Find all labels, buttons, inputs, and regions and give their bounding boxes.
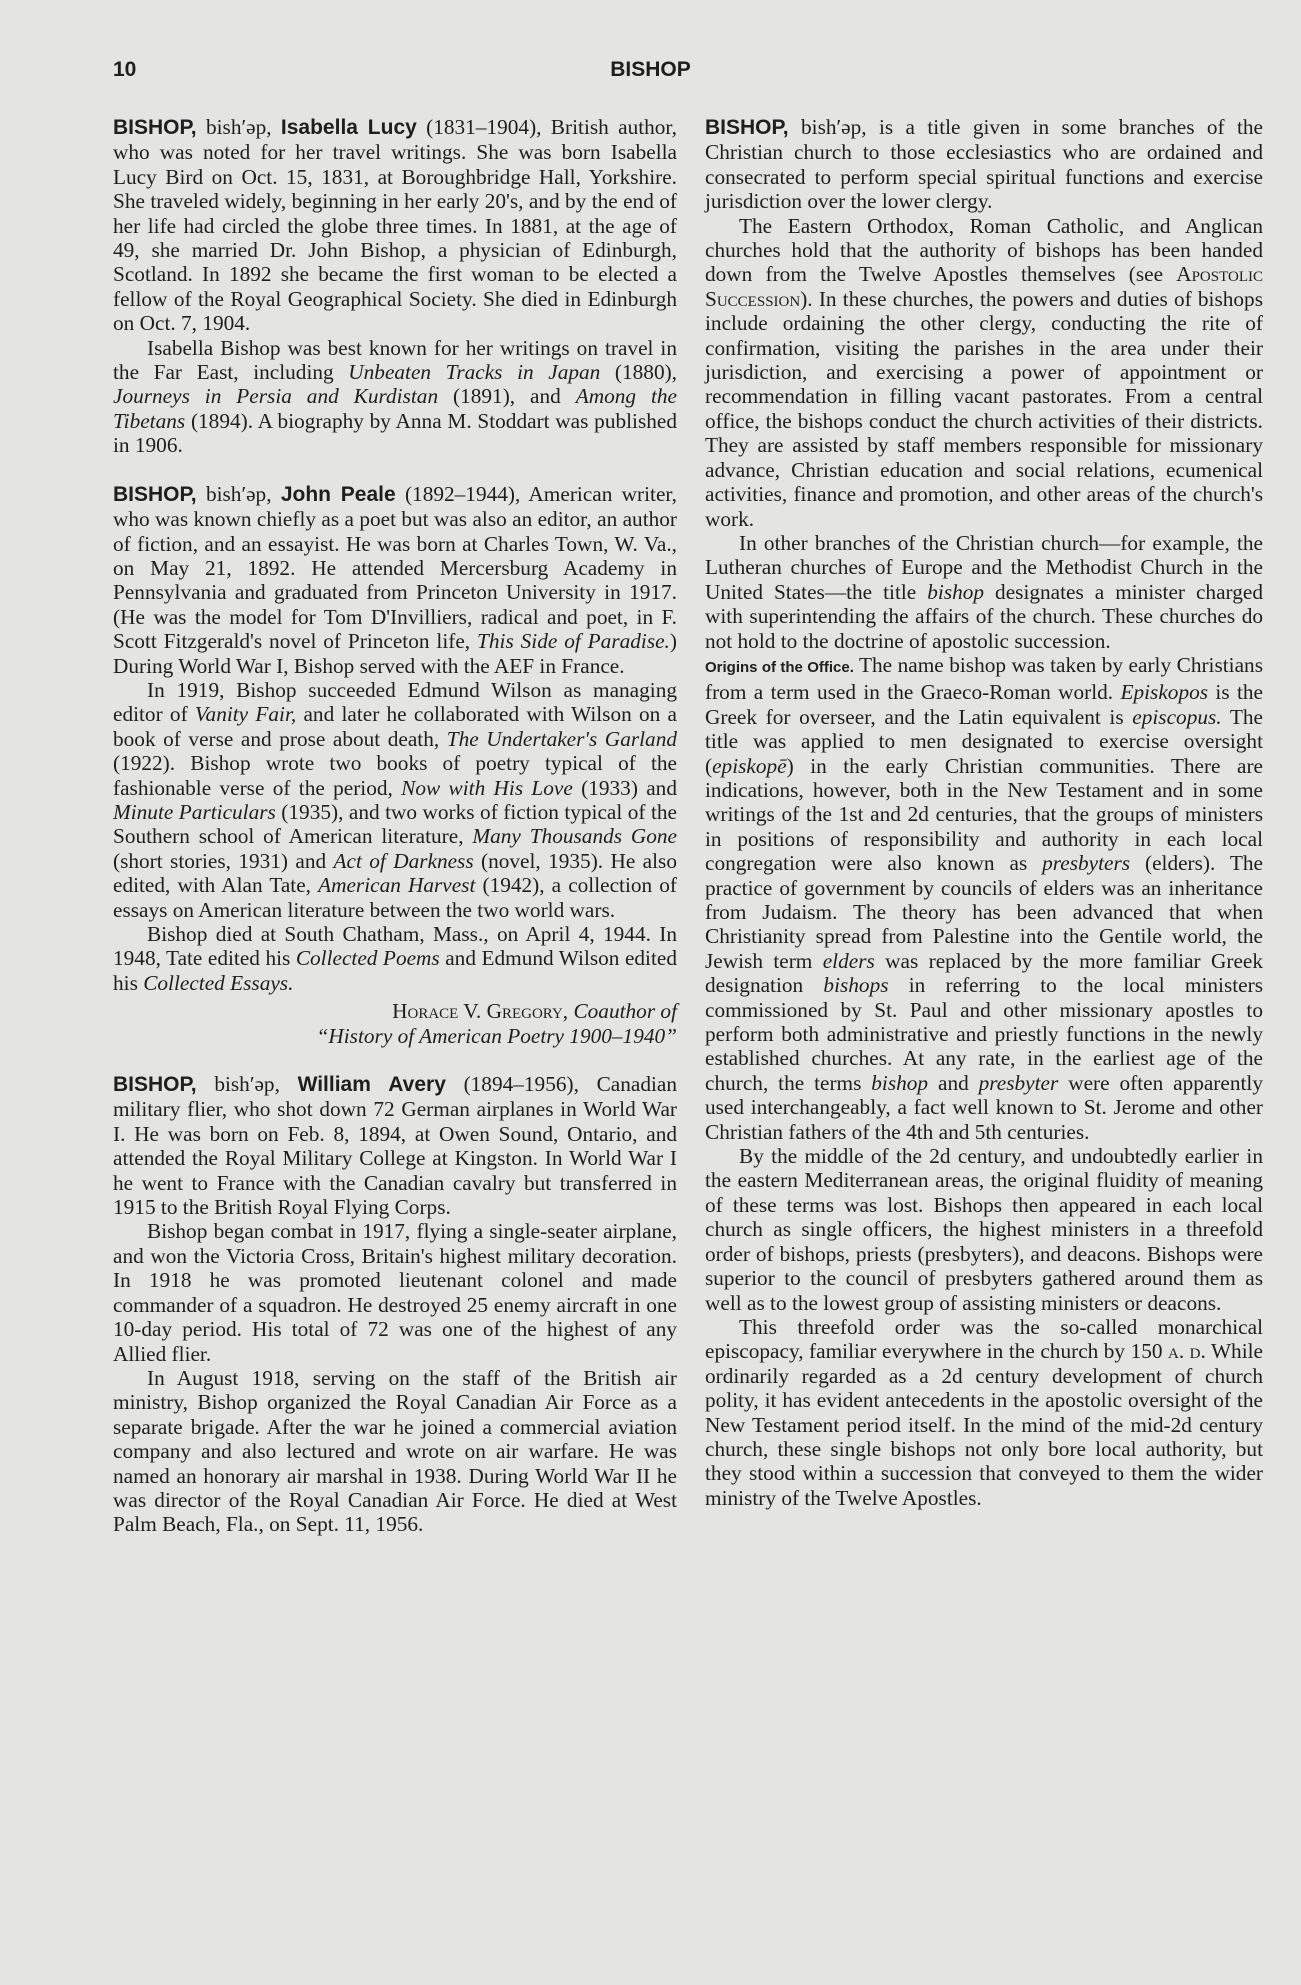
italic-text: Act of Darkness <box>333 848 474 873</box>
italic-text: Episkopos <box>1120 680 1209 705</box>
body-text: (1942), a collection of essays on American literature between the two world wars. <box>113 873 677 922</box>
body-text: (1933) and <box>572 775 677 800</box>
body-text: (1922). Bishop wrote two books of poetry typical of the fashionable verse of the period, <box>113 751 677 800</box>
entry-heading: John Peale <box>280 482 396 506</box>
italic-text: Many Thousands Gone <box>472 824 677 849</box>
body-text: in referring to the local ministers commissioned by St. Paul and other missionary apostles to perform both administrative and priestly functions in the newly established churches. At any rate, in the earliest age of the church, the terms <box>705 973 1263 1095</box>
body-text: ) During World War I, Bishop served with the AEF in France. <box>113 629 677 678</box>
entry-heading: BISHOP, <box>113 1073 197 1097</box>
italic-text: American Harvest <box>318 873 476 898</box>
paragraph <box>113 1366 677 1537</box>
paragraph <box>113 482 677 678</box>
small-caps-text: Horace V. Gregory, <box>392 999 569 1024</box>
italic-text: Collected Poems <box>295 946 440 971</box>
paragraph <box>705 1315 1263 1510</box>
italic-text: Journeys in Persia and Kurdistan <box>113 384 439 409</box>
subheading: Origins of the Office. <box>705 658 854 676</box>
italic-text: “History of American Poetry 1900–1940” <box>316 1023 677 1048</box>
right-column <box>705 115 1263 1510</box>
paragraph <box>113 336 677 458</box>
body-text: was replaced by the more familiar Greek designation <box>705 948 1263 998</box>
body-text: Bishop died at South Chatham, Mass., on April 4, 1944. In 1948, Tate edited his <box>113 922 677 971</box>
body-text: and later he collaborated with Wilson on a book of verse and prose about death, <box>113 702 677 751</box>
italic-text: Coauthor of <box>568 999 677 1024</box>
italic-text: bishop <box>927 579 985 604</box>
italic-text: Unbeaten Tracks in Japan <box>348 360 601 385</box>
body-text: In other branches of the Christian church—for example, the Lutheran churches of Europe and the Methodist Church in the United States—the title <box>705 530 1263 604</box>
body-text: The name bishop was taken by early Christians from a term used in the Graeco-Roman world. <box>705 652 1263 705</box>
italic-text: Minute Particulars <box>113 799 276 824</box>
body-text: (novel, 1935). He also edited, with Alan Tate, <box>113 848 677 898</box>
body-text: bish′əp, <box>196 481 281 506</box>
body-text: (1894). A biography by Anna M. Stoddart was published in 1906. <box>113 408 677 458</box>
body-text: In 1919, Bishop succeeded Edmund Wilson as managing editor of <box>113 677 677 727</box>
entry-heading: BISHOP, <box>113 116 197 139</box>
body-text: were often apparently used interchangeably, a fact well known to St. Jerome and other Christian fathers of the 4th and 5th centuries. <box>705 1070 1263 1144</box>
small-caps-text: Apostolic Succession <box>705 262 1263 311</box>
entry-heading: BISHOP, <box>705 116 789 139</box>
paragraph <box>113 922 677 995</box>
paragraph <box>113 1219 677 1365</box>
paragraph <box>113 678 677 922</box>
body-text: bish′əp, is a title given in some branches of the Christian church to those ecclesiastics who are ordained and consecrated to perform special spiritual functions and exercise jurisdiction over the lower clergy. <box>705 115 1263 214</box>
body-text: Isabella Bishop was best known for her writings on travel in the Far East, including <box>113 335 677 385</box>
italic-text: episkopē <box>712 753 787 778</box>
body-text: (1891), and <box>438 384 576 409</box>
italic-text: Now with His Love <box>401 775 573 800</box>
body-text: (1892–1944), American writer, who was known chiefly as a poet but was also an editor, an author of fiction, and an essayist. He was born at Charles Town, W. Va., on May 21, 1892. He attended Mercersburg Academy in Pennsylvania and graduated from Princeton University in 1917. (He was the model for Tom D'Invilliers, radical and poet, in F. Scott Fitzgerald's novel of Princeton life, <box>113 481 677 654</box>
body-text: bish′əp, <box>196 1072 298 1097</box>
body-text: (1894–1956), Canadian military flier, who shot down 72 German airplanes in World War I. He was born on Feb. 8, 1894, at Owen Sound, Ontario, and attended the Royal Military College at Kingston. In World War I he went to France with the Canadian cavalry but transferred in 1915 to the British Royal Flying Corps. <box>113 1072 678 1220</box>
paragraph <box>705 1144 1263 1315</box>
body-text: and Edmund Wilson edited his <box>113 946 677 995</box>
body-text: By the middle of the 2d century, and undoubtedly earlier in the eastern Mediterranean areas, the original fluidity of meaning of these terms was lost. Bishops then appeared in each local church as single officers, the highest ministers in a threefold order of bishops, priests (presbyters), and deacons. Bishops were superior to the council of presbyters gathered around them as well as to the lowest group of assisting ministers or deacons. <box>705 1144 1263 1315</box>
body-text: This threefold order was the so-called monarchical episcopacy, familiar everywhere in the church by 150 <box>705 1314 1263 1364</box>
italic-text: Collected Essays. <box>143 970 294 995</box>
page-number: 10 <box>113 58 137 81</box>
entry-heading: BISHOP, <box>113 482 197 506</box>
paragraph <box>705 115 1263 214</box>
entry-heading: Isabella Lucy <box>280 116 417 139</box>
italic-text: Vanity Fair, <box>194 702 297 727</box>
entry-heading: William Avery <box>297 1073 446 1097</box>
italic-text: This Side of Paradise. <box>477 629 670 654</box>
small-caps-text: a. d. <box>1168 1339 1206 1364</box>
italic-text: presbyters <box>1042 851 1131 876</box>
body-text: (short stories, 1931) and <box>113 848 334 873</box>
italic-text: bishops <box>823 973 889 998</box>
body-text: is the Greek for overseer, and the Latin equivalent is <box>705 680 1263 729</box>
body-text: (1880), <box>600 360 678 385</box>
italic-text: bishop <box>871 1070 929 1095</box>
paragraph <box>113 115 677 336</box>
paragraph <box>705 531 1263 653</box>
body-text: The Eastern Orthodox, Roman Catholic, and Anglican churches hold that the authority of bishops has been handed down from the Twelve Apostles themselves (see <box>705 213 1263 287</box>
body-text: While ordinarily regarded as a 2d century development of church polity, it has evident antecedents in the apostolic oversight of the New Testament period itself. In the mind of the mid-2d century church, these single bishops not only bore local authority, but they stood within a succession that conveyed to them the wider ministry of the Twelve Apostles. <box>705 1339 1263 1510</box>
italic-text: Among the Tibetans <box>113 384 677 433</box>
body-text: The title was applied to men designated to exercise oversight ( <box>705 704 1263 778</box>
body-text: In August 1918, serving on the staff of the British air ministry, Bishop organized the Royal Canadian Air Force as a separate brigade. After the war he joined a commercial aviation company and also lectured and wrote on air warfare. He was named an honorary air marshal in 1938. During World War II he was director of the Royal Canadian Air Force. He died at West Palm Beach, Fla., on Sept. 11, 1956. <box>113 1365 677 1537</box>
body-text: ). In these churches, the powers and duties of bishops include ordaining the other clergy, conducting the rite of confirmation, visiting the parishes in the area under their jurisdiction, and exercising a power of appointment or recommendation in filling vacant pastorates. From a central office, the bishops conduct the church activities of their districts. They are assisted by staff members responsible for missionary advance, Christian education and social relations, ecumenical activities, finance and promotion, and other areas of the church's work. <box>705 286 1263 531</box>
paragraph <box>113 1072 677 1219</box>
body-text: bish′əp, <box>196 115 281 139</box>
paragraph <box>705 214 1263 531</box>
author-signature <box>113 999 677 1048</box>
body-text: (elders). The practice of government by councils of elders was an inheritance from Judaism. The theory has been advanced that when Christianity spread from Palestine into the Gentile world, the Jewish term <box>705 851 1263 973</box>
paragraph <box>705 653 1263 1144</box>
italic-text: presbyter <box>978 1070 1059 1095</box>
body-text: (1935), and two works of fiction typical of the Southern school of American literature, <box>113 799 677 849</box>
body-text: ) in the early Christian communities. There are indications, however, both in the New Testament and in some writings of the 1st and 2d centuries, that the groups of ministers in positions of responsibility and authority in each local congregation were also known as <box>705 753 1263 876</box>
italic-text: episcopus. <box>1132 704 1222 729</box>
body-text: (1831–1904), British author, who was noted for her travel writings. She was born Isabella Lucy Bird on Oct. 15, 1831, at Boroughbridge Hall, Yorkshire. She traveled widely, beginning in her early 20's, and by the end of her life had circled the globe three times. In 1881, at the age of 49, she married Dr. John Bishop, a physician of Edinburgh, Scotland. In 1892 she became the first woman to be elected a fellow of the Royal Geographical Society. She died in Edinburgh on Oct. 7, 1904. <box>113 115 677 336</box>
running-head: BISHOP <box>610 58 691 81</box>
italic-text: elders <box>822 948 875 973</box>
body-text: and <box>928 1070 979 1095</box>
italic-text: The Undertaker's Garland <box>446 726 677 751</box>
left-column <box>113 115 677 1537</box>
body-text: Bishop began combat in 1917, flying a single-seater airplane, and won the Victoria Cross, Britain's highest military decoration. In 1918 he was promoted lieutenant colonel and made commander of a squadron. He destroyed 25 enemy aircraft in one 10-day period. His total of 72 was one of the highest of any Allied flier. <box>113 1219 677 1366</box>
body-text: designates a minister charged with superintending the affairs of the church. These churches do not hold to the doctrine of apostolic succession. <box>705 579 1263 653</box>
